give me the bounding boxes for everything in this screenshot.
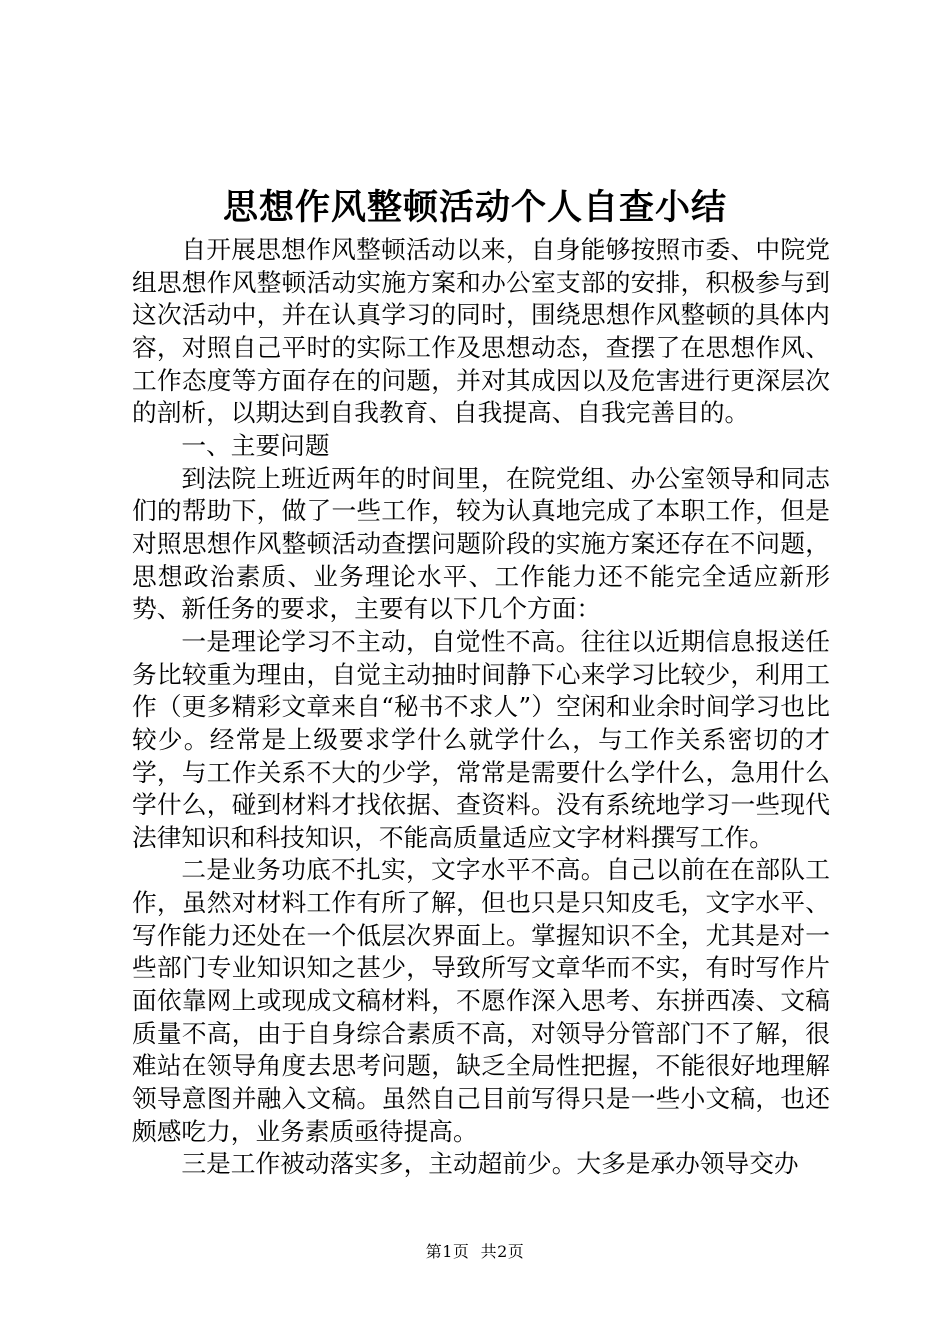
document-title: 思想作风整顿活动个人自查小结 [222,187,727,228]
page-number-label: 第1页 共2页 [425,1242,525,1261]
paragraph-problem-three: 三是工作被动落实多，主动超前少。大多是承办领导交办 [181,1149,799,1179]
page-footer [0,1240,950,1264]
paragraph-intro: 自开展思想作风整顿活动以来，自身能够按照市委、中院党组思想作风整顿活动实施方案和办公室支部的安排，积极参与到这次活动中，并在认真学习的同时，围绕思想作风整顿的具体内容，对照自己平时的实际工作及思想动态，查摆了在思想作风、工作态度等方面存在的问题，并对其成因以及危害进行更深层次的剖析，以期达到自我教育、自我提高、自我完善目的。 [132,235,830,428]
paragraph-problem-two: 二是业务功底不扎实，文字水平不高。自己以前在在部队工作，虽然对材料工作有所了解，但也只是只知皮毛，文字水平、写作能力还处在一个低层次界面上。掌握知识不全，尤其是对一些部门专业知识知之甚少，导致所写文章华而不实，有时写作片面依靠网上或现成文稿材料，不愿作深入思考、东拼西凑、文稿质量不高，由于自身综合素质不高，对领导分管部门不了解，很难站在领导角度去思考问题，缺乏全局性把握，不能很好地理解领导意图并融入文稿。虽然自己目前写得只是一些小文稿，也还颇感吃力，业务素质亟待提高。 [132,855,830,1146]
paragraph-overview: 到法院上班近两年的时间里，在院党组、办公室领导和同志们的帮助下，做了一些工作，较为认真地完成了本职工作，但是对照思想作风整顿活动查摆问题阶段的实施方案还存在不问题，思想政治素质、业务理论水平、工作能力还不能完全适应新形势、新任务的要求，主要有以下几个方面： [132,463,830,624]
section-heading-main-problems: 一、主要问题 [181,430,330,460]
document-body [132,234,830,1181]
paragraph-problem-one: 一是理论学习不主动，自觉性不高。往往以近期信息报送任务比较重为理由，自觉主动抽时间静下心来学习比较少，利用工作（更多精彩文章来自“秘书不求人”）空闲和业余时间学习也比较少。经常是上级要求学什么就学什么，与工作关系密切的才学，与工作关系不大的少学，常常是需要什么学什么，急用什么学什么，碰到材料才找依据、查资料。没有系统地学习一些现代法律知识和科技知识，不能高质量适应文字材料撰写工作。 [132,626,830,852]
